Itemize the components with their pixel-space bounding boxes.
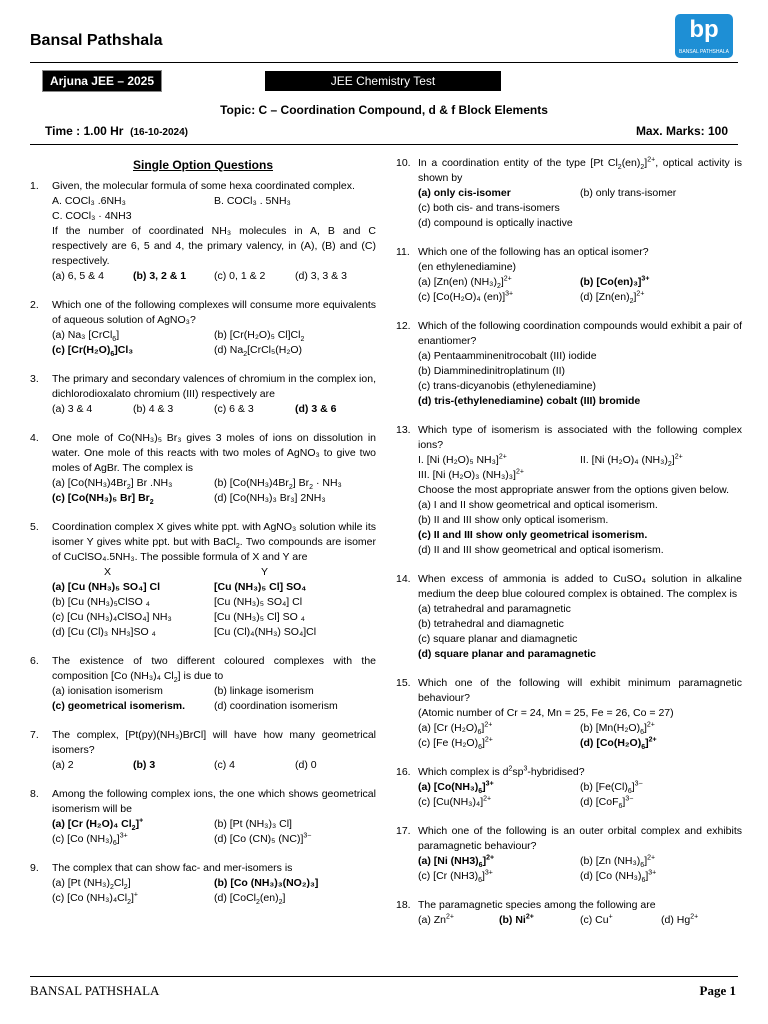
question-14: 14. When excess of ammonia is added to CuSO₄ solution in alkaline medium the deep blue coloured complex is obtained. The complex is (a) tetrahedral and paramagnetic (b) tetrahedral and diamagnetic (c) square planar and diamagnetic (d) square planar and paramagnetic xyxy=(396,573,742,660)
question-5: 5. Coordination complex X gives white ppt. with AgNO₃ solution while its isomer Y gives white ppt. but with BaCl$_2$. Two compounds are isomer of CuClSO₄.5NH₃. The possible formula of X and Y are X Y (a) [Cu (NH₃)₅ SO₄] Cl [Cu (NH₃)₅ Cl] SO₄ (b) [Cu (NH₃)₅ClSO ₄ [Cu (NH₃)₅ SO₄] Cl (c) [Cu (NH₃)₄ClSO₄] NH₃ [Cu (NH₃)₅ Cl] SO ₄ (d) [Cu (Cl)₃ NH₃]SO ₄ [Cu (Cl)₄(NH₃) SO₄]Cl xyxy=(30,521,376,638)
question-12: 12. Which of the following coordination compounds would exhibit a pair of enantiomer? (a) Pentaamminenitrocobalt (III) iodide (b) Diamminedinitroplatinum (II) (c) trans-dicyanobis (ethylenediamine) (d) tris-(ethylenediamine) cobalt (III) bromide xyxy=(396,320,742,407)
logo-subtext: BANSAL PATHSHALA xyxy=(679,49,729,55)
footer-divider xyxy=(30,976,738,977)
question-6: 6. The existence of two different coloured complexes with the composition [Co (NH₃)₄ $Cl_2$] is due to (a) ionisation isomerism (b) linkage isomerism (c) geometrical isomerism. (d) coordination isomerism xyxy=(30,655,376,712)
question-3: 3. The primary and secondary valences of chromium in the complex ion, dichlorodioxalato chromium (III) respectively are (a) 3 & 4 (b) 4 & 3 (c) 6 & 3 (d) 3 & 6 xyxy=(30,373,376,415)
test-title: JEE Chemistry Test xyxy=(265,71,501,91)
question-7: 7. The complex, [Pt(py)(NH₃)BrCl] will have how many geometrical isomers? (a) 2 (b) 3 (c) 4 (d) 0 xyxy=(30,729,376,771)
question-2: 2. Which one of the following complexes will consume more equivalents of aqueous solution of AgNO₃? (a) Na₃ [CrCl$_6$] (b) [Cr(H₂O)₅ $Cl]Cl_2$ (c) $[Cr(H_2O)_6]Cl_3$ (d) $Na_2[CrCl_5(H_2O)$ xyxy=(30,299,376,359)
right-column xyxy=(396,156,742,942)
time-line xyxy=(45,124,188,138)
question-16: 16. Which complex is $d^2sp^3$-hybridised? (a) $[Co(NH_3)_6]^{3+}$ (b) $[Fe(Cl)_6]^{3-}$ (c) $[Cu(NH_3)_4]^{2+}$ (d) $[CoF_6]^{3-}$ xyxy=(396,765,643,811)
max-marks: Max. Marks: 100 xyxy=(635,124,728,138)
question-13: 13. Which type of isomerism is associated with the following complex ions? I. [Ni (H₂O)₅ NH₃]$^{2+}$ II. [Ni (H₂O)₄ $(NH_3)_2]^{2+}$ III. [Ni (H₂O)₃ (NH₃)₃]$^{2+}$ Choose the most appropriate answer from the options given below. (a) I and II show geometrical and optical isomerism. (b) II and III show only optical isomerism. (c) II and III show only geometrical isomerism. (d) II and III show geometrical and optical isomerism. xyxy=(396,424,742,556)
logo-text: bp xyxy=(689,16,719,43)
question-15: 15. Which one of the following will exhibit minimum paramagnetic behaviour? (Atomic number of Cr = 24, Mn = 25, Fe = 26, Co = 27) (a) [Cr $(H_2O)_6]^{2+}$ (b) $[Mn(H_2O)_6]^{2+}$ (c) [Fe $(H_2O)_6]^{2+}$ (d) $[Co(H_2O)_6]^{2+}$ xyxy=(396,677,742,752)
page-number: Page 1 xyxy=(699,983,736,998)
question-11: 11. Which one of the following has an optical isomer? (en ethylenediamine) (a) [Zn(en) $(NH_3)_2]^{2+}$ (b) $[Co(en)_3]^{3+}$ (c) [Co(H₂O)₄ (en)]$^{3+}$ (d) $[Zn(en)_2]^{2+}$ xyxy=(396,246,650,306)
topic-line: Topic: C – Coordination Compound, d & f Block Elements xyxy=(220,103,548,117)
question-9: 9. The complex that can show fac- and mer-isomers is (a) [Pt $(NH_3)_2Cl_2$] (b) [Co (NH₃)₃(NO₂)₃] (c) [Co $(NH_3)_4Cl_2]^+$ (d) $[CoCl_2(en)_2]$ xyxy=(30,862,319,907)
question-8: 8. Among the following complex ions, the one which shows geometrical isomerism will be (a) [Cr (H₂O)₄ $Cl_2]^+$ (b) [Pt (NH₃)₃ Cl] (c) [Co $(NH_3)_6]^{3+}$ (d) [Co (CN)₅ (NC)]$^{3-}$ xyxy=(30,788,376,848)
test-date: (16-10-2024) xyxy=(130,127,188,138)
question-10: 10. In a coordination entity of the type [Pt $Cl_2(en)_2]^{2+}$, optical activity is shown by (a) only cis-isomer (b) only trans-isomer (c) both cis- and trans-isomers (d) compound is optically inactive xyxy=(396,156,742,229)
question-18: 18. The paramagnetic species among the following are (a) $Zn^{2+}$ (b) $Ni^{2+}$ (c) Cu+ (d) $Hg^{2+}$ xyxy=(396,899,699,926)
question-17: 17. Which one of the following is an outer orbital complex and exhibits paramagnetic behaviour? (a) [Ni $(NH3)_6]^{2+}$ (b) [Zn $(NH_3)_6]^{2+}$ (c) [Cr $(NH3)_6]^{3+}$ (d) [Co $(NH_3)_6]^{3+}$ xyxy=(396,825,742,885)
batch-label: Arjuna JEE – 2025 xyxy=(42,70,162,92)
brand-name: Bansal Pathshala xyxy=(30,32,163,49)
question-1: 1. Given, the molecular formula of some hexa coordinated complex. A. COCl₃ .6NH₃ B. COCl₃ . 5NH₃ C. COCl₃ · 4NH3 If the number of coordinated NH₃ molecules in A, B and C respectively are 6, 5 and 4, the primary valency, in (A), (B) and (C) respectively. (a) 6, 5 & 4 (b) 3, 2 & 1 (c) 0, 1 & 2 (d) 3, 3 & 3 xyxy=(30,180,376,282)
section-title: Single Option Questions xyxy=(132,158,273,172)
left-column xyxy=(30,156,376,920)
footer-brand: BANSAL PATHSHALA xyxy=(30,983,160,998)
header-divider xyxy=(30,62,738,63)
bp-logo xyxy=(675,14,733,58)
question-4: 4. One mole of Co(NH₃)₅ Br₃ gives 3 moles of ions on dissolution in water. One mole of this reacts with two moles of AgNO₃ to give two moles of AgBr. The complex is (a) $[Co(NH_3)4Br_2]$ Br .NH₃ (b) $[Co(NH_3)4Br_2] Br_2 \cdot NH_3$ (c) [Co(NH₃)₅ Br] $Br_2$ (d) [Co(NH₃)₃ Br₃] 2NH₃ xyxy=(30,432,376,507)
topic-divider xyxy=(30,144,738,145)
time-value: Time : 1.00 Hr xyxy=(45,124,124,138)
